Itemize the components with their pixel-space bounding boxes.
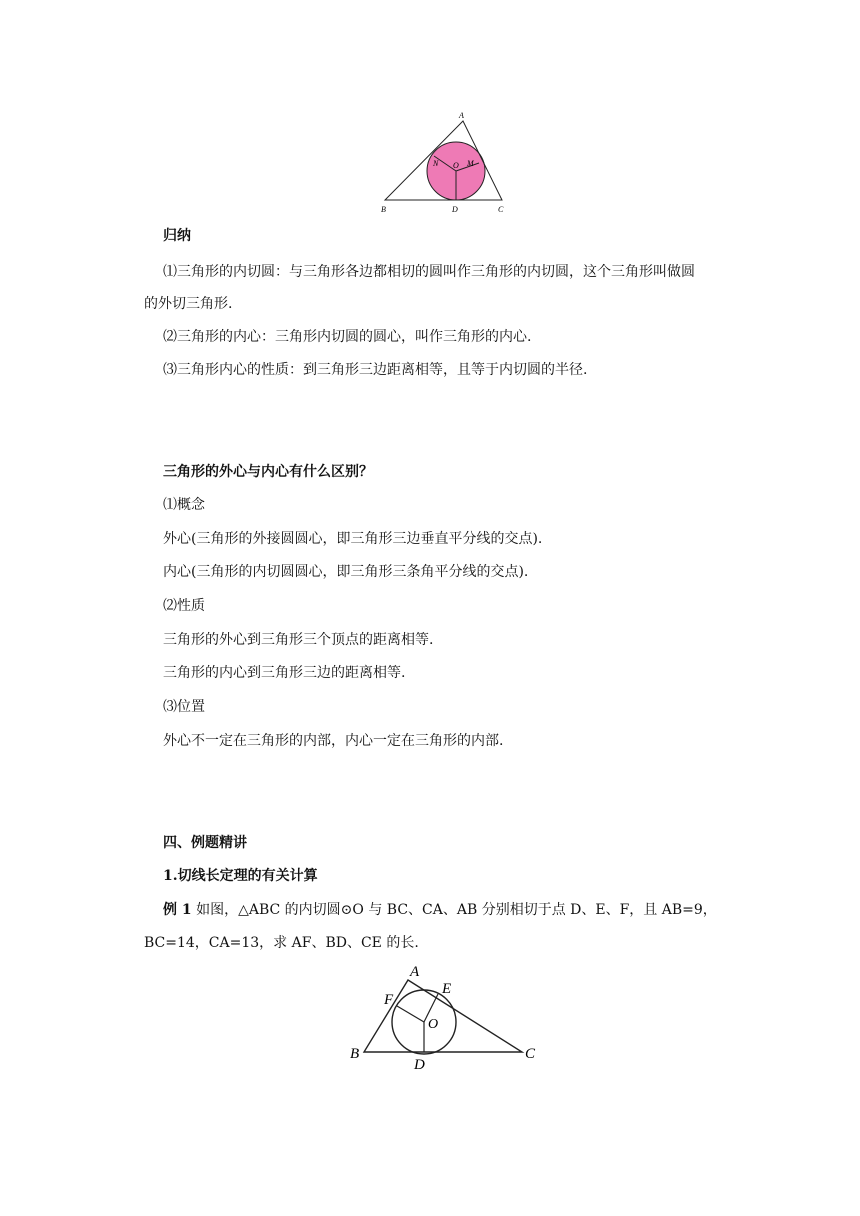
property-outer: 三角形的外心到三角形三个顶点的距离相等. xyxy=(163,632,434,648)
label-a-2: A xyxy=(410,964,420,980)
label-e-2: E xyxy=(442,981,452,997)
section-heading-examples: 四、例题精讲 xyxy=(163,835,247,851)
example-1-line-1 xyxy=(163,900,717,920)
incircle-figure-1 xyxy=(0,0,860,220)
summary-item-2: ⑵三角形的内心：三角形内切圆的圆心，叫作三角形的内心. xyxy=(163,329,532,345)
position-label: ⑶位置 xyxy=(163,699,205,715)
concept-inner: 内心(三角形的内切圆圆心，即三角形三条角平分线的交点). xyxy=(163,564,529,580)
property-inner: 三角形的内心到三角形三边的距离相等. xyxy=(163,665,406,681)
incircle-figure-2 xyxy=(0,960,860,1080)
label-b-2: B xyxy=(350,1046,360,1062)
label-m-1: M xyxy=(467,159,474,168)
label-c-2: C xyxy=(525,1046,536,1062)
example-1-text: 如图，△ABC 的内切圆⊙O 与 BC、CA、AB 分别相切于点 D、E、F，且 AB=9， xyxy=(191,902,717,918)
label-f-2: F xyxy=(384,992,394,1008)
label-b-1: B xyxy=(381,205,386,214)
label-d-1: D xyxy=(452,205,458,214)
concept-outer: 外心(三角形的外接圆圆心，即三角形三边垂直平分线的交点). xyxy=(163,531,543,547)
label-d-2: D xyxy=(414,1057,425,1073)
label-o-1: O xyxy=(453,161,459,170)
summary-item-3: ⑶三角形内心的性质：到三角形三边距离相等，且等于内切圆的半径. xyxy=(163,362,588,378)
radius-of-2 xyxy=(397,1006,424,1022)
label-a-1: A xyxy=(459,111,464,120)
summary-item-1-line-2: 的外切三角形. xyxy=(144,296,233,312)
concept-label: ⑴概念 xyxy=(163,497,205,513)
label-c-1: C xyxy=(498,205,504,214)
sub-heading-tangent-length: 1.切线长定理的有关计算 xyxy=(163,868,318,884)
compare-heading: 三角形的外心与内心有什么区别？ xyxy=(163,464,373,480)
example-1-line-2: BC=14，CA=13，求 AF、BD、CE 的长. xyxy=(144,935,419,951)
property-label: ⑵性质 xyxy=(163,598,205,614)
position-text: 外心不一定在三角形的内部，内心一定在三角形的内部. xyxy=(163,733,504,749)
summary-item-1-line-1: ⑴三角形的内切圆：与三角形各边都相切的圆叫作三角形的内切圆，这个三角形叫做圆 xyxy=(163,264,695,280)
example-1-label: 例 1 xyxy=(163,902,192,918)
label-n-1: N xyxy=(433,159,439,168)
summary-heading: 归纳 xyxy=(163,228,191,244)
label-o-2: O xyxy=(428,1017,439,1032)
